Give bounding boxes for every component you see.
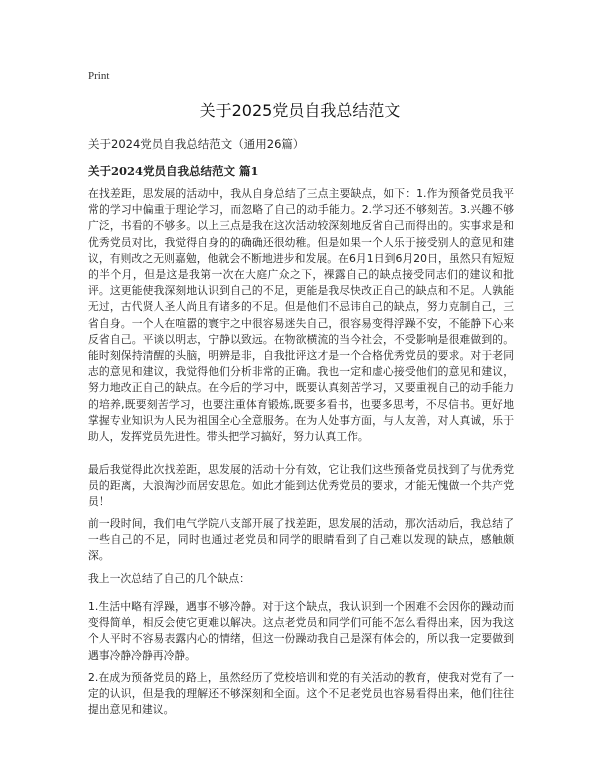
paragraph-2: 最后我觉得此次找差距，思发展的活动十分有效，它让我们这些预备党员找到了与优秀党员的距离，大浪淘沙而居安思危。如此才能到达优秀党员的要求，才能无愧做一个共产党员！	[88, 463, 514, 509]
document-subtitle: 关于2024党员自我总结范文（通用26篇）	[88, 137, 305, 151]
paragraph-4: 我上一次总结了自己的几个缺点：	[88, 572, 250, 585]
paragraph-1: 在找差距，思发展的活动中，我从自身总结了三点主要缺点，如下：1.作为预备党员我平常的学习中偏重于理论学习，而忽略了自己的动手能力。2.学习还不够刻苦。3.兴趣不够广泛，书看的不够多。以上三点是我在这次活动较深刻地反省自己而得出的。实事求是和优秀党员对比，我觉得自身的的确确还很幼稚。但是如果一个人乐于接受别人的意见和建议，有则改之无则嘉勉，他就会不断地进步和发展。在6月1日到6月20日，虽然只有短短的半个月，但是这是我第一次在大庭广众之下，裸露自己的缺点接受同志们的建议和批评。这更能使我深刻地认识到自己的不足，更能是我尽快改正自己的缺点和不足。人孰能无过，古代贤人圣人尚且有诸多的不足。但是他们不忌讳自己的缺点，努力克制自己，三省自身。一个人在喧嚣的寰宇之中很容易迷失自己，很容易变得浮躁不安，不能静下心来反省自己。平谈以明志，宁静以致远。在物欲横流的当今社会，不受影响是很难做到的。能时刻保持清醒的头脑，明辨是非，自我批评这才是一个合格优秀党员的要求。对于老同志的意见和建议，我觉得他们分析非常的正确。我也一定和虚心接受他们的意见和建议，努力地改正自己的缺点。在今后的学习中，既要认真刻苦学习，又要重视自己的动手能力的培养,既要刻苦学习，也要注重体育锻炼,既要多看书，也要多思考，不尽信书。更好地掌握专业知识为人民为祖国全心全意服务。在为人处事方面，与人友善，对人真诚，乐于助人，发挥党员先进性。带头把学习搞好，努力认真工作。	[88, 187, 514, 444]
section-title: 关于2024党员自我总结范文 篇1	[88, 164, 259, 178]
document-title: 关于2025党员自我总结范文	[199, 101, 401, 120]
print-label[interactable]: Print	[88, 70, 110, 82]
paragraph-6: 2.在成为预备党员的路上，虽然经历了党校培训和党的有关活动的教育，使我对党有了一定的认识，但是我的理解还不够深刻和全面。这个不足老党员也容易看得出来，他们往往提出意见和建议。	[88, 671, 514, 717]
paragraph-5: 1.生活中略有浮躁，遇事不够冷静。对于这个缺点，我认识到一个困难不会因你的躁动而变得简单，相反会使它更难以解决。这点老党员和同学们可能不怎么看得出来，因为我这个人平时不容易表露内心的情绪，但这一份躁动我自己是深有体会的，所以我一定要做到遇事冷静冷静再冷静。	[88, 600, 514, 662]
paragraph-3: 前一段时间，我们电气学院八支部开展了找差距，思发展的活动，那次活动后，我总结了一些自己的不足，同时也通过老党员和同学的眼睛看到了自己难以发现的缺点，感触颇深。	[88, 517, 514, 563]
